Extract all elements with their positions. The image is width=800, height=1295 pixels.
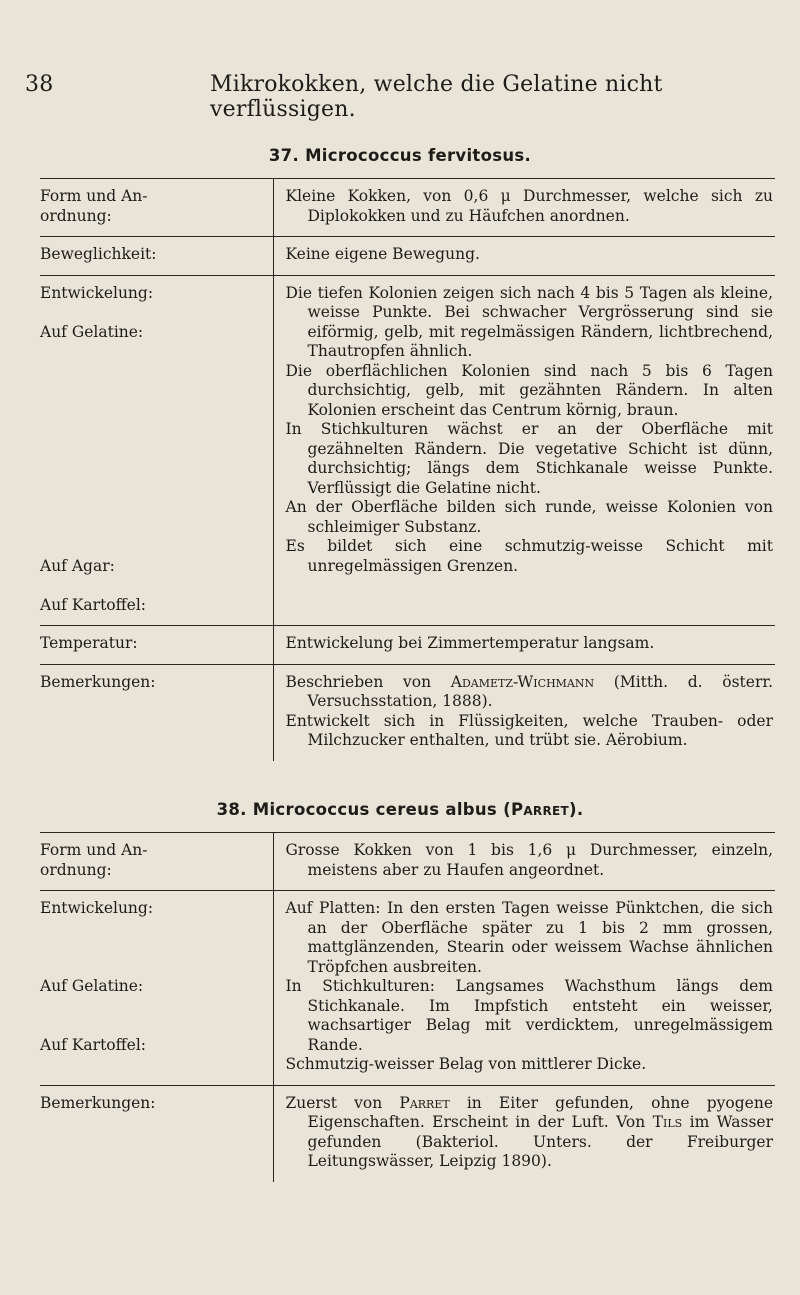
table-row — [40, 237, 775, 276]
row-text: Kleine Kokken, von 0,6 μ Durchmesser, welche sich zu Diplokokken und zu Häufchen anordnen. — [273, 179, 775, 237]
section-38-table — [40, 832, 775, 1182]
row-text: Grosse Kokken von 1 bis 1,6 μ Durchmesser, einzeln, meistens aber zu Haufen angeordnet. — [273, 833, 775, 891]
table-row — [40, 891, 775, 1086]
table-row — [40, 626, 775, 665]
row-label: Beweglichkeit: — [40, 237, 273, 276]
section-37-title: 37. Micrococcus fervitosus. — [268, 146, 532, 165]
row-text: Beschrieben von Adametz-Wichmann (Mitth. d. österr. Versuchsstation, 1888). Entwickelt sich in Flüssigkeiten, welche Trauben- oder Milchzucker enthalten, und trübt sie. Aërobium. — [273, 664, 775, 761]
page-number: 38 — [25, 72, 54, 97]
row-label: Entwickelung: Auf Gelatine: Auf Kartoffel: — [40, 891, 273, 1086]
table-row — [40, 664, 775, 761]
row-text: Auf Platten: In den ersten Tagen weisse Pünktchen, die sich an der Oberfläche später zu 1 bis 2 mm grossen, mattglänzenden, Stearin oder weissem Wachse ähnlichen Tröpfchen ausbreiten. In Stichkulturen: Langsames Wachsthum längs dem Stichkanale. Im Impfstich entsteht ein weisser, wachsartiger Belag mit verdicktem, unregelmässigem Rande. Schmutzig-weisser Belag von mittlerer Dicke. — [273, 891, 775, 1086]
running-head: Mikrokokken, welche die Gelatine nicht verflüssigen. — [210, 72, 663, 122]
row-text: Zuerst von Parret in Eiter gefunden, ohne pyogene Eigenschaften. Erscheint in der Luft. Von Tils im Wasser gefunden (Bakteriol. Unters. der Freiburger Leitungswässer, Leipzig 1890). — [273, 1085, 775, 1182]
row-text: Keine eigene Bewegung. — [273, 237, 775, 276]
row-label: Bemerkungen: — [40, 1085, 273, 1182]
row-label: Form und An- ordnung: — [40, 179, 273, 237]
table-row — [40, 833, 775, 891]
row-text: Die tiefen Kolonien zeigen sich nach 4 bis 5 Tagen als kleine, weisse Punkte. Bei schwacher Vergrösserung sind sie eiförmig, gelb, mit regelmässigen Rändern, lichtbrechend, Thautropfen ähnlich. Die oberflächlichen Kolonien sind nach 5 bis 6 Tagen durchsichtig, gelb, mit gezähnten Rändern. In alten Kolonien erscheint das Centrum körnig, braun. In Stichkulturen wächst er an der Oberfläche mit gezähnelten Rändern. Die vegetative Schicht ist dünn, durchsichtig; längs dem Stichkanale weisse Punkte. Verflüssigt die Gelatine nicht. An der Oberfläche bilden sich runde, weisse Kolonien von schleimiger Substanz. Es bildet sich eine schmutzig-weisse Schicht mit unregelmässigen Grenzen. — [273, 275, 775, 626]
row-label: Bemerkungen: — [40, 664, 273, 761]
section-37-table — [40, 178, 775, 761]
row-text: Entwickelung bei Zimmertemperatur langsam. — [273, 626, 775, 665]
table-row — [40, 1085, 775, 1182]
section-38-title: 38. Micrococcus cereus albus (Parret). — [216, 800, 584, 819]
row-label: Entwickelung: Auf Gelatine: Auf Agar: Auf Kartoffel: — [40, 275, 273, 626]
table-row — [40, 275, 775, 626]
row-label: Temperatur: — [40, 626, 273, 665]
table-row — [40, 179, 775, 237]
row-label: Form und An- ordnung: — [40, 833, 273, 891]
